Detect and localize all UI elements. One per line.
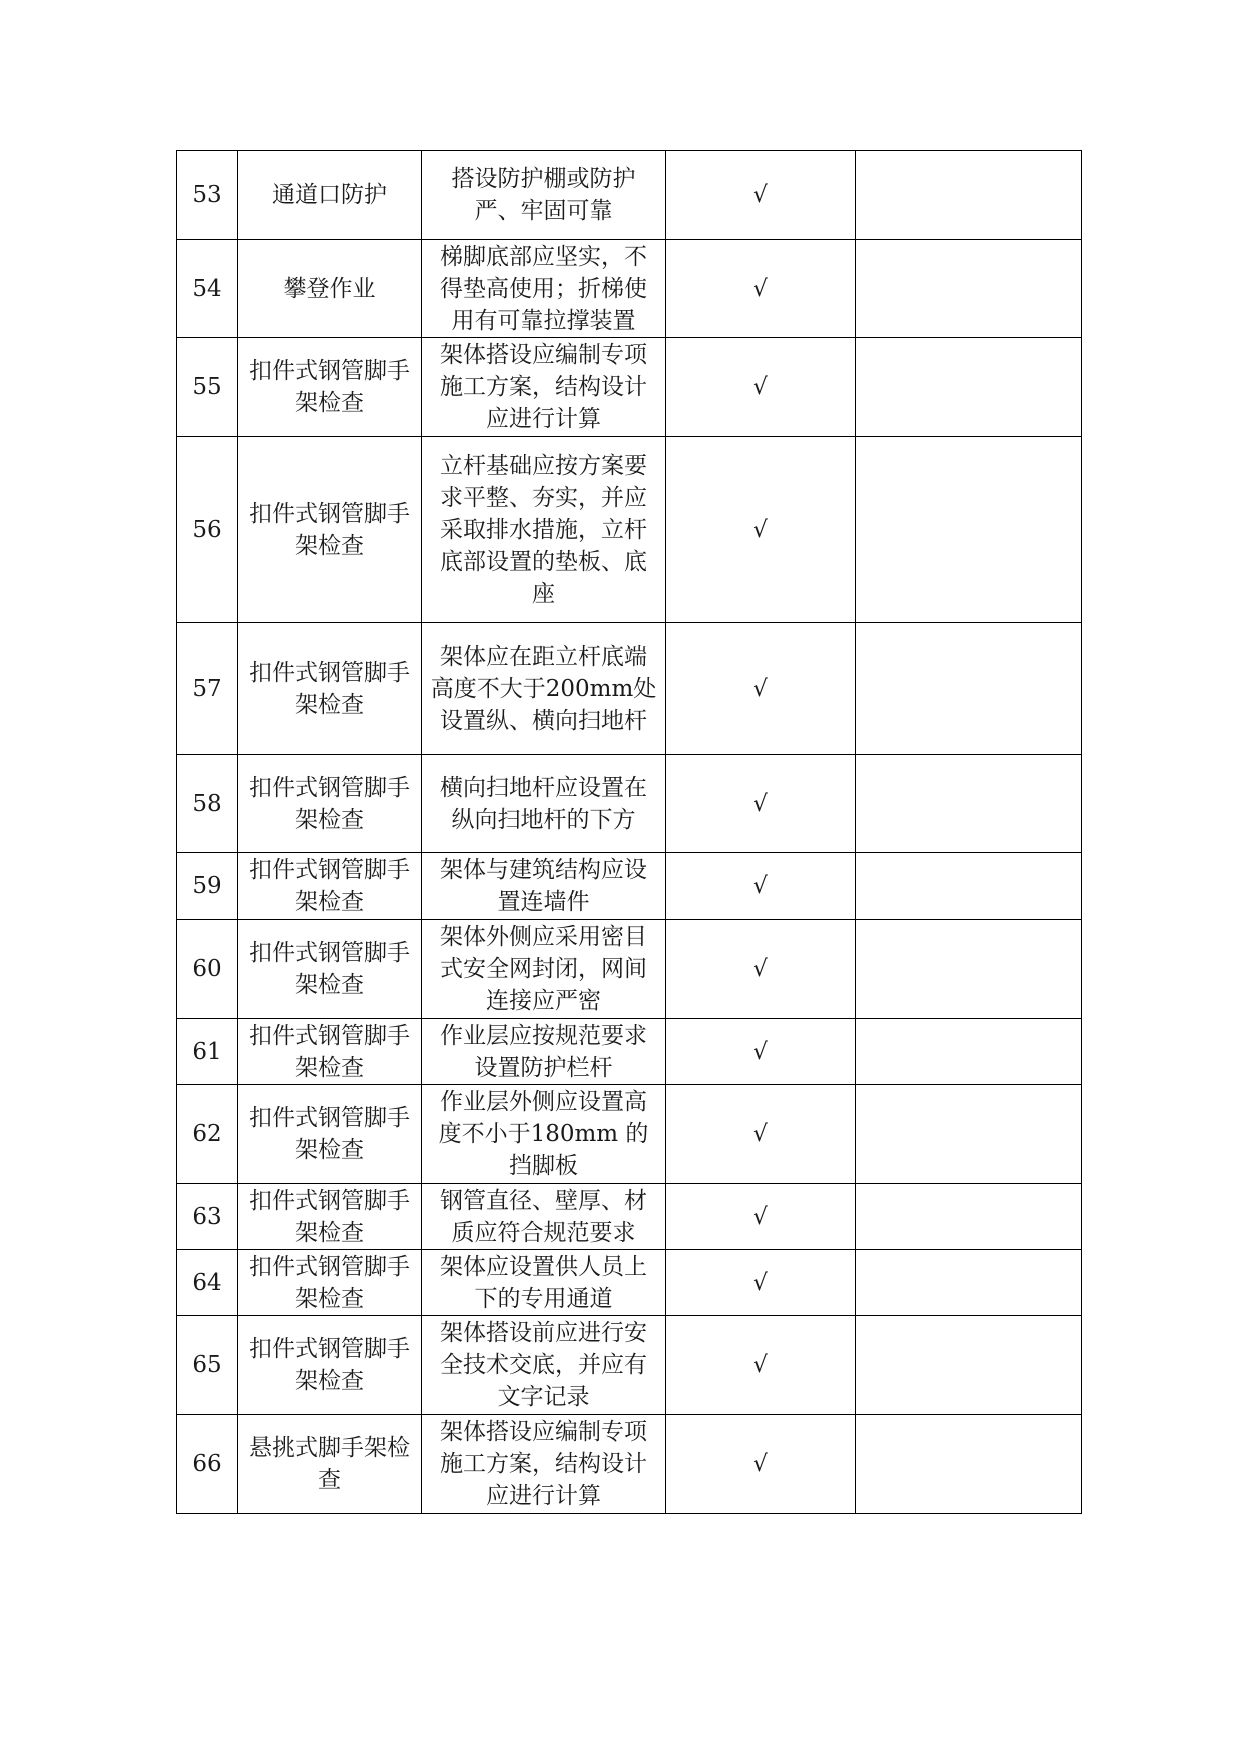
inspection-requirement: 作业层外侧应设置高度不小于180mm 的挡脚板	[422, 1085, 666, 1184]
inspection-item: 扣件式钢管脚手架检查	[238, 1316, 422, 1415]
remark-cell	[856, 623, 1082, 755]
inspection-requirement: 横向扫地杆应设置在纵向扫地杆的下方	[422, 755, 666, 853]
remark-cell	[856, 151, 1082, 240]
inspection-item: 攀登作业	[238, 240, 422, 338]
row-number: 66	[177, 1415, 238, 1514]
row-number: 65	[177, 1316, 238, 1415]
table-row	[177, 338, 1082, 437]
remark-cell	[856, 920, 1082, 1019]
row-number: 61	[177, 1019, 238, 1085]
safety-inspection-table	[176, 150, 1082, 1514]
inspection-item: 扣件式钢管脚手架检查	[238, 920, 422, 1019]
remark-cell	[856, 338, 1082, 437]
inspection-item: 扣件式钢管脚手架检查	[238, 1085, 422, 1184]
check-mark: √	[666, 755, 856, 853]
remark-cell	[856, 853, 1082, 920]
row-number: 63	[177, 1184, 238, 1250]
inspection-item: 扣件式钢管脚手架检查	[238, 755, 422, 853]
inspection-requirement: 架体与建筑结构应设置连墙件	[422, 853, 666, 920]
inspection-item: 扣件式钢管脚手架检查	[238, 1019, 422, 1085]
table-row	[177, 755, 1082, 853]
inspection-item: 扣件式钢管脚手架检查	[238, 623, 422, 755]
table-row	[177, 151, 1082, 240]
remark-cell	[856, 1085, 1082, 1184]
inspection-item: 通道口防护	[238, 151, 422, 240]
inspection-item: 扣件式钢管脚手架检查	[238, 338, 422, 437]
check-mark: √	[666, 1316, 856, 1415]
inspection-requirement: 架体搭设应编制专项施工方案，结构设计应进行计算	[422, 338, 666, 437]
table-row	[177, 1085, 1082, 1184]
remark-cell	[856, 1019, 1082, 1085]
inspection-item: 扣件式钢管脚手架检查	[238, 1250, 422, 1316]
inspection-requirement: 立杆基础应按方案要求平整、夯实，并应采取排水措施，立杆底部设置的垫板、底座	[422, 437, 666, 623]
remark-cell	[856, 240, 1082, 338]
table-row	[177, 1415, 1082, 1514]
check-mark: √	[666, 437, 856, 623]
row-number: 58	[177, 755, 238, 853]
check-mark: √	[666, 1415, 856, 1514]
table-row	[177, 623, 1082, 755]
table-row	[177, 1316, 1082, 1415]
inspection-requirement: 架体应设置供人员上下的专用通道	[422, 1250, 666, 1316]
inspection-requirement: 作业层应按规范要求设置防护栏杆	[422, 1019, 666, 1085]
check-mark: √	[666, 623, 856, 755]
row-number: 60	[177, 920, 238, 1019]
inspection-requirement: 搭设防护棚或防护严、牢固可靠	[422, 151, 666, 240]
remark-cell	[856, 1316, 1082, 1415]
check-mark: √	[666, 1184, 856, 1250]
table-row	[177, 1250, 1082, 1316]
remark-cell	[856, 1184, 1082, 1250]
inspection-requirement: 架体搭设前应进行安全技术交底，并应有文字记录	[422, 1316, 666, 1415]
remark-cell	[856, 437, 1082, 623]
check-mark: √	[666, 1250, 856, 1316]
table-row	[177, 437, 1082, 623]
remark-cell	[856, 1415, 1082, 1514]
inspection-item: 扣件式钢管脚手架检查	[238, 853, 422, 920]
inspection-item: 扣件式钢管脚手架检查	[238, 437, 422, 623]
table-body	[177, 151, 1082, 1514]
inspection-requirement: 梯脚底部应坚实，不得垫高使用；折梯使用有可靠拉撑装置	[422, 240, 666, 338]
check-mark: √	[666, 1019, 856, 1085]
check-mark: √	[666, 240, 856, 338]
row-number: 53	[177, 151, 238, 240]
table-row	[177, 240, 1082, 338]
table-row	[177, 1184, 1082, 1250]
inspection-requirement: 架体应在距立杆底端高度不大于200mm处设置纵、横向扫地杆	[422, 623, 666, 755]
row-number: 57	[177, 623, 238, 755]
inspection-item: 悬挑式脚手架检查	[238, 1415, 422, 1514]
row-number: 55	[177, 338, 238, 437]
check-mark: √	[666, 1085, 856, 1184]
inspection-requirement: 架体搭设应编制专项施工方案，结构设计应进行计算	[422, 1415, 666, 1514]
table-row	[177, 1019, 1082, 1085]
remark-cell	[856, 1250, 1082, 1316]
inspection-requirement: 钢管直径、壁厚、材质应符合规范要求	[422, 1184, 666, 1250]
row-number: 62	[177, 1085, 238, 1184]
row-number: 59	[177, 853, 238, 920]
row-number: 64	[177, 1250, 238, 1316]
row-number: 56	[177, 437, 238, 623]
inspection-requirement: 架体外侧应采用密目式安全网封闭，网间连接应严密	[422, 920, 666, 1019]
remark-cell	[856, 755, 1082, 853]
table-row	[177, 853, 1082, 920]
check-mark: √	[666, 338, 856, 437]
inspection-item: 扣件式钢管脚手架检查	[238, 1184, 422, 1250]
table-row	[177, 920, 1082, 1019]
check-mark: √	[666, 920, 856, 1019]
check-mark: √	[666, 151, 856, 240]
row-number: 54	[177, 240, 238, 338]
check-mark: √	[666, 853, 856, 920]
